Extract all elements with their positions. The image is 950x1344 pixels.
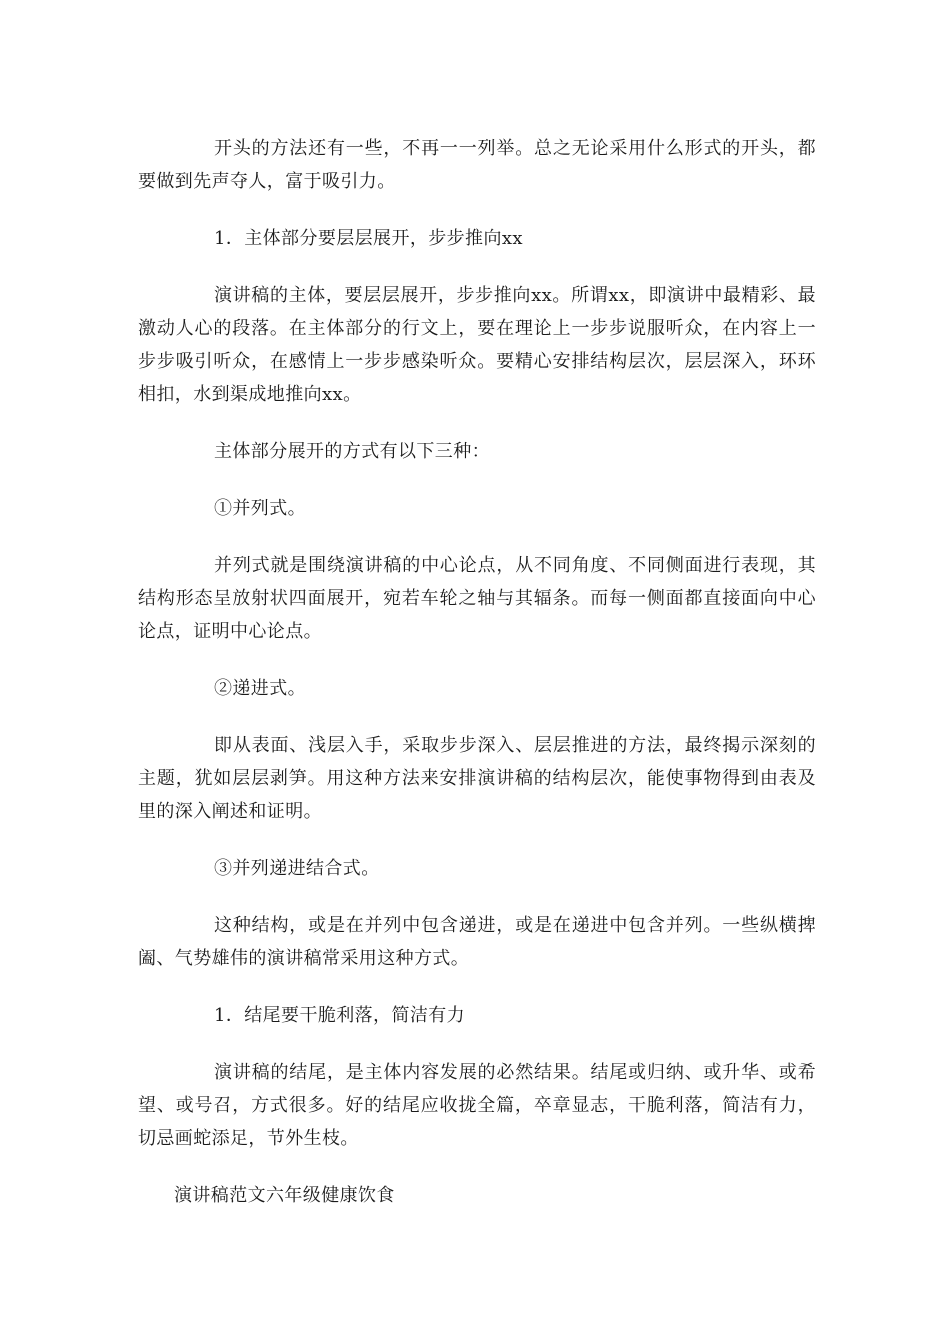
heading-body-section: 1．主体部分要层层展开，步步推向xx — [214, 228, 523, 249]
heading-progressive: ②递进式。 — [214, 678, 306, 699]
document-body — [138, 132, 816, 1212]
paragraph-parallel: 并列式就是围绕演讲稿的中心论点，从不同角度、不同侧面进行表现，其结构形态呈放射状四面展开，宛若车轮之轴与其辐条。而每一侧面都直接面向中心论点，证明中心论点。 — [138, 555, 816, 642]
paragraph-ending: 演讲稿的结尾，是主体内容发展的必然结果。结尾或归纳、或升华、或希望、或号召，方式很多。好的结尾应收拢全篇，卒章显志，干脆利落，简洁有力，切忌画蛇添足，节外生枝。 — [138, 1062, 816, 1149]
paragraph-progressive: 即从表面、浅层入手，采取步步深入、层层推进的方法，最终揭示深刻的主题，犹如层层剥笋。用这种方法来安排演讲稿的结构层次，能使事物得到由表及里的深入阐述和证明。 — [138, 735, 816, 822]
paragraph-opening-methods: 开头的方法还有一些，不再一一列举。总之无论采用什么形式的开头，都要做到先声夺人，富于吸引力。 — [138, 138, 816, 192]
paragraph-combined: 这种结构，或是在并列中包含递进，或是在递进中包含并列。一些纵横捭阖、气势雄伟的演讲稿常采用这种方式。 — [138, 915, 816, 969]
heading-ending: 1．结尾要干脆利落，简洁有力 — [214, 1005, 466, 1026]
paragraph-three-methods: 主体部分展开的方式有以下三种： — [214, 441, 490, 462]
heading-parallel: ①并列式。 — [214, 498, 306, 519]
next-article-title: 演讲稿范文六年级健康饮食 — [174, 1185, 395, 1206]
paragraph-body-main: 演讲稿的主体，要层层展开，步步推向xx。所谓xx，即演讲中最精彩、最激动人心的段落。在主体部分的行文上，要在理论上一步步说服听众，在内容上一步步吸引听众，在感情上一步步感染听众。要精心安排结构层次，层层深入，环环相扣，水到渠成地推向xx。 — [138, 285, 816, 405]
heading-combined: ③并列递进结合式。 — [214, 858, 380, 879]
